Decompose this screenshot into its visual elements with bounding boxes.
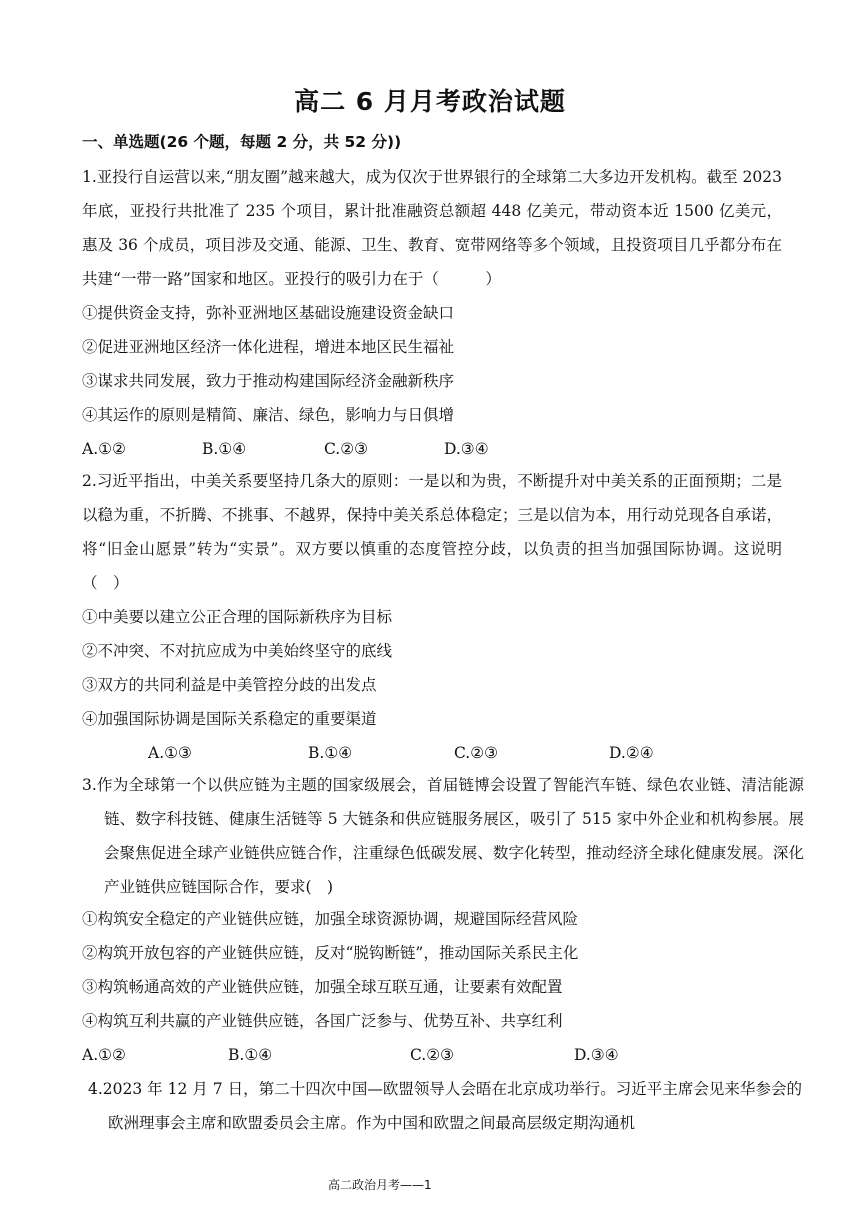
section-heading: 一、单选题(26 个题，每题 2 分，共 52 分)) <box>82 133 402 151</box>
question-2-item-2: ②不冲突、不对抗应成为中美始终坚守的底线 <box>82 642 393 660</box>
question-3-item-3: ③构筑畅通高效的产业链供应链，加强全球互联互通，让要素有效配置 <box>82 978 563 996</box>
question-3-stem: 3.作为全球第一个以供应链为主题的国家级展会，首届链博会设置了智能汽车链、绿色农业链、清洁能源链、数字科技链、健康生活链等 5 大链条和供应链服务展区，吸引了 515 家中外企业和机构参展。展会聚焦促进全球产业链供应链合作，注重绿色低碳发展、数字化转型，推动经济全球化健康发展。深化产业链供应链国际合作，要求( ) <box>82 776 804 896</box>
question-1-item-2: ②促进亚洲地区经济一体化进程，增进本地区民生福祉 <box>82 338 455 356</box>
question-3-item-1: ①构筑安全稳定的产业链供应链，加强全球资源协调，规避国际经营风险 <box>82 910 579 928</box>
option-a: A.①② <box>82 1046 126 1064</box>
option-b: B.①④ <box>308 744 353 762</box>
question-4-stem: 4.2023 年 12 月 7 日，第二十四次中国—欧盟领导人会晤在北京成功举行。习近平主席会见来华参会的欧洲理事会主席和欧盟委员会主席。作为中国和欧盟之间最高层级定期沟通机 <box>88 1080 802 1132</box>
question-2-options <box>82 736 782 770</box>
question-3-options <box>82 1038 782 1072</box>
option-c: C.②③ <box>454 744 499 762</box>
question-3-item-2: ②构筑开放包容的产业链供应链，反对“脱钩断链”，推动国际关系民主化 <box>82 944 579 962</box>
question-2-item-4: ④加强国际协调是国际关系稳定的重要渠道 <box>82 710 377 728</box>
option-a: A.①② <box>82 440 126 458</box>
option-b: B.①④ <box>202 440 247 458</box>
option-a: A.①③ <box>148 744 192 762</box>
question-1-item-4: ④其运作的原则是精简、廉洁、绿色，影响力与日俱增 <box>82 406 455 424</box>
question-1-item-1: ①提供资金支持，弥补亚洲地区基础设施建设资金缺口 <box>82 304 455 322</box>
option-c: C.②③ <box>410 1046 455 1064</box>
option-c: C.②③ <box>324 440 369 458</box>
page-title: 高二 6 月月考政治试题 <box>294 87 566 116</box>
question-2-item-1: ①中美要以建立公正合理的国际新秩序为目标 <box>82 608 393 626</box>
question-2-stem: 2.习近平指出，中美关系要坚持几条大的原则：一是以和为贵，不断提升对中美关系的正面预期；二是以稳为重，不折腾、不挑事、不越界，保持中美关系总体稳定；三是以信为本，用行动兑现各自承诺，将“旧金山愿景”转为“实景”。双方要以慎重的态度管控分歧，以负责的担当加强国际协调。这说明（ ） <box>82 472 782 592</box>
option-d: D.③④ <box>574 1046 619 1064</box>
question-2-item-3: ③双方的共同利益是中美管控分歧的出发点 <box>82 676 377 694</box>
question-1-item-3: ③谋求共同发展，致力于推动构建国际经济金融新秩序 <box>82 372 455 390</box>
question-3-item-4: ④构筑互利共赢的产业链供应链，各国广泛参与、优势互补、共享红利 <box>82 1012 563 1030</box>
option-d: D.②④ <box>609 744 654 762</box>
option-b: B.①④ <box>228 1046 273 1064</box>
question-1-stem: 1.亚投行自运营以来,“朋友圈”越来越大，成为仅次于世界银行的全球第二大多边开发机构。截至 2023 年底，亚投行共批准了 235 个项目，累计批准融资总额超 448 亿美元，带动资本近 1500 亿美元，惠及 36 个成员，项目涉及交通、能源、卫生、教育、宽带网络等多个领域，且投资项目几乎都分布在共建“一带一路”国家和地区。亚投行的吸引力在于（ ） <box>82 168 782 288</box>
footer-text: 高二政治月考——1 <box>328 1178 432 1192</box>
option-d: D.③④ <box>444 440 489 458</box>
question-1-options <box>82 432 782 466</box>
